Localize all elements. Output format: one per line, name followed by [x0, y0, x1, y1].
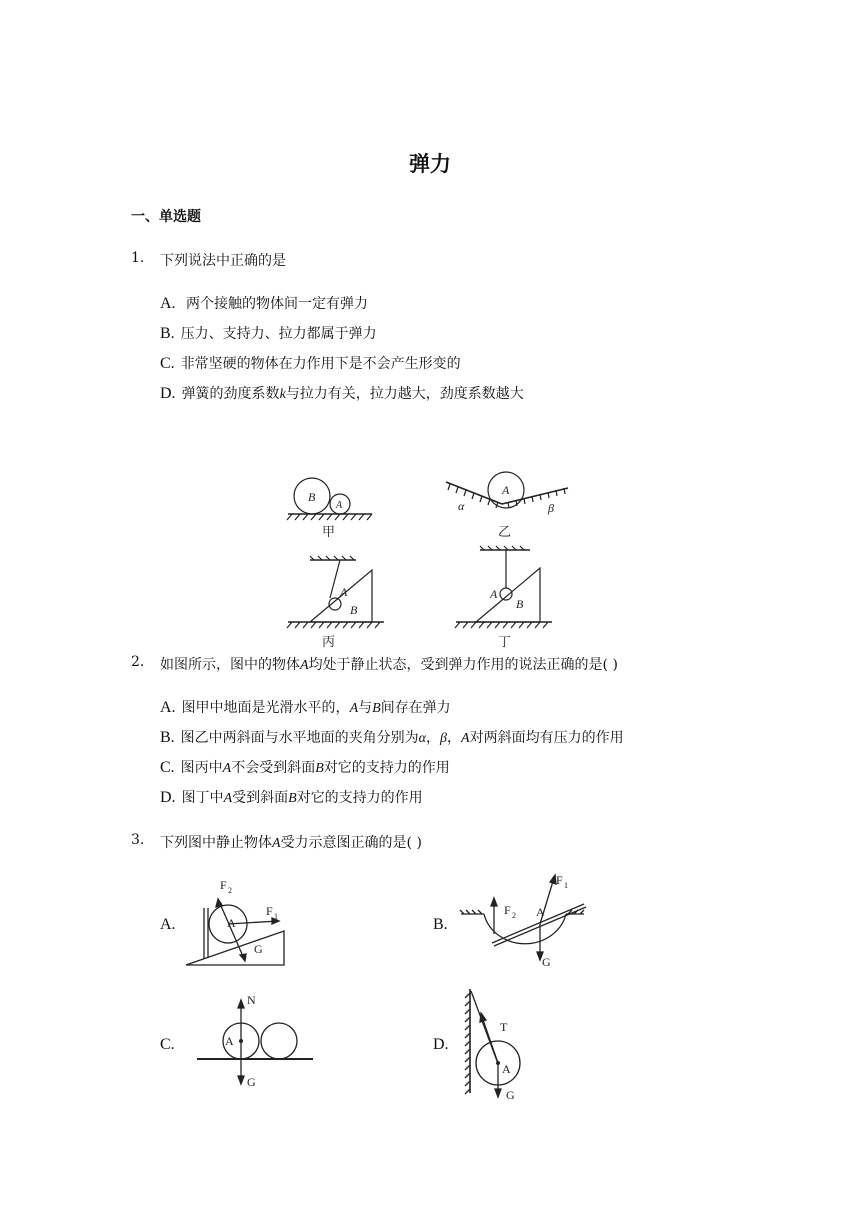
label-b: B [516, 597, 524, 611]
q3-option-a-diagram[interactable] [182, 875, 292, 970]
option-text: 对它的支持力的作用 [296, 790, 423, 806]
option-text: 对它的支持力的作用 [323, 760, 450, 776]
option-variable: A [222, 761, 232, 776]
q2-option-a[interactable] [160, 697, 451, 717]
label-f1: F [556, 873, 563, 887]
label-a: A [340, 585, 348, 599]
label-a: A [336, 500, 343, 511]
label-a: A [225, 1034, 234, 1048]
option-variable: A [223, 791, 233, 806]
label-yi: 乙 [498, 524, 512, 539]
label-f2: F [504, 903, 511, 917]
option-variable: B [372, 701, 381, 716]
option-text: 图丙中 [180, 760, 223, 776]
label-jia: 甲 [322, 524, 336, 539]
question-text [160, 654, 618, 674]
option-variable: A [349, 701, 359, 716]
label-t: T [500, 1020, 508, 1034]
label-f1-sub: 1 [564, 881, 568, 890]
label-f2-sub: 2 [228, 886, 232, 895]
label-ding: 丁 [498, 634, 512, 649]
option-text: 图甲中地面是光滑水平的， [181, 700, 350, 716]
label-a: A [502, 483, 510, 497]
question-variable: A [272, 836, 281, 851]
option-text: ， [426, 730, 441, 746]
option-text: 与 [358, 700, 373, 716]
question-text-part: 受力示意图正确的是( ) [280, 835, 422, 851]
q3-option-b-label[interactable]: B. [433, 916, 448, 933]
option-text: 对两斜面均有压力的作用 [469, 730, 624, 746]
option-letter: A. [160, 295, 176, 312]
question-number: 3. [131, 832, 145, 848]
option-letter: D. [160, 385, 176, 402]
label-alpha: α [458, 499, 465, 513]
label-g: G [542, 955, 551, 969]
label-f1-sub: 1 [274, 912, 278, 921]
option-text: 不会受到斜面 [231, 760, 316, 776]
label-b: B [350, 603, 358, 617]
option-text: 压力、支持力、拉力都属于弹力 [180, 326, 377, 342]
label-f2-sub: 2 [512, 911, 516, 920]
question-text-part: 均处于静止状态，受到弹力作用的说法正确的是( ) [308, 657, 618, 673]
option-letter: A. [160, 699, 176, 716]
label-a: A [227, 916, 236, 930]
question-number: 2. [131, 654, 145, 670]
q1-option-d[interactable] [160, 383, 524, 403]
option-text: 弹簧的劲度系数 [181, 386, 280, 402]
label-n: N [247, 993, 256, 1007]
question-text-part: 如图所示，图中的物体 [160, 657, 300, 673]
option-text: 非常坚硬的物体在力作用下是不会产生形变的 [180, 356, 461, 372]
label-f1: F [266, 904, 273, 918]
label-g: G [506, 1088, 515, 1102]
label-a: A [490, 587, 498, 601]
section-heading: 一、单选题 [131, 209, 201, 225]
option-text: ， [447, 730, 462, 746]
label-bing: 丙 [322, 634, 336, 649]
page-title: 弹力 [409, 152, 451, 176]
option-letter: D. [160, 789, 176, 806]
option-variable: B [315, 761, 324, 776]
option-variable: B [288, 791, 297, 806]
q1-option-b[interactable] [160, 323, 377, 343]
option-variable: β [440, 731, 448, 746]
option-letter: B. [160, 729, 175, 746]
label-a: A [536, 905, 545, 919]
option-letter: C. [160, 759, 175, 776]
q3-option-c-diagram[interactable] [195, 990, 315, 1092]
question-variable: A [300, 658, 309, 673]
option-text: 图丁中 [181, 790, 224, 806]
label-a: A [502, 1062, 511, 1076]
option-text: 受到斜面 [232, 790, 289, 806]
q2-option-d[interactable] [160, 787, 423, 807]
q3-option-b-diagram[interactable] [458, 868, 588, 970]
q3-option-c-label[interactable]: C. [160, 1036, 175, 1053]
ground-hatch [287, 514, 372, 520]
q3-option-a-label[interactable]: A. [160, 916, 176, 933]
label-beta: β [548, 501, 554, 515]
q2-option-b[interactable] [160, 727, 624, 747]
question-number: 1. [131, 250, 145, 266]
label-b: B [308, 490, 316, 504]
option-variable: k [279, 387, 286, 402]
q1-option-a[interactable] [160, 293, 368, 313]
question-text [160, 832, 422, 852]
q2-option-c[interactable] [160, 757, 450, 777]
label-g: G [254, 942, 263, 956]
option-variable: A [461, 731, 470, 746]
label-f2: F [220, 878, 227, 892]
option-text: 间存在弹力 [380, 700, 451, 716]
option-text: 图乙中两斜面与水平地面的夹角分别为 [180, 730, 419, 746]
option-variable: α [418, 731, 427, 746]
question-text-part: 下列图中静止物体 [160, 835, 272, 851]
option-letter: C. [160, 355, 175, 372]
q1-option-c[interactable] [160, 353, 461, 373]
option-text: 两个接触的物体间一定有弹力 [186, 296, 369, 312]
q2-figure [280, 470, 580, 650]
q3-option-d-label[interactable]: D. [433, 1036, 449, 1053]
label-g: G [247, 1075, 256, 1089]
option-letter: B. [160, 325, 175, 342]
question-text: 下列说法中正确的是 [160, 253, 286, 269]
q3-option-d-diagram[interactable] [460, 985, 540, 1105]
option-text: 与拉力有关，拉力越大，劲度系数越大 [285, 386, 524, 402]
